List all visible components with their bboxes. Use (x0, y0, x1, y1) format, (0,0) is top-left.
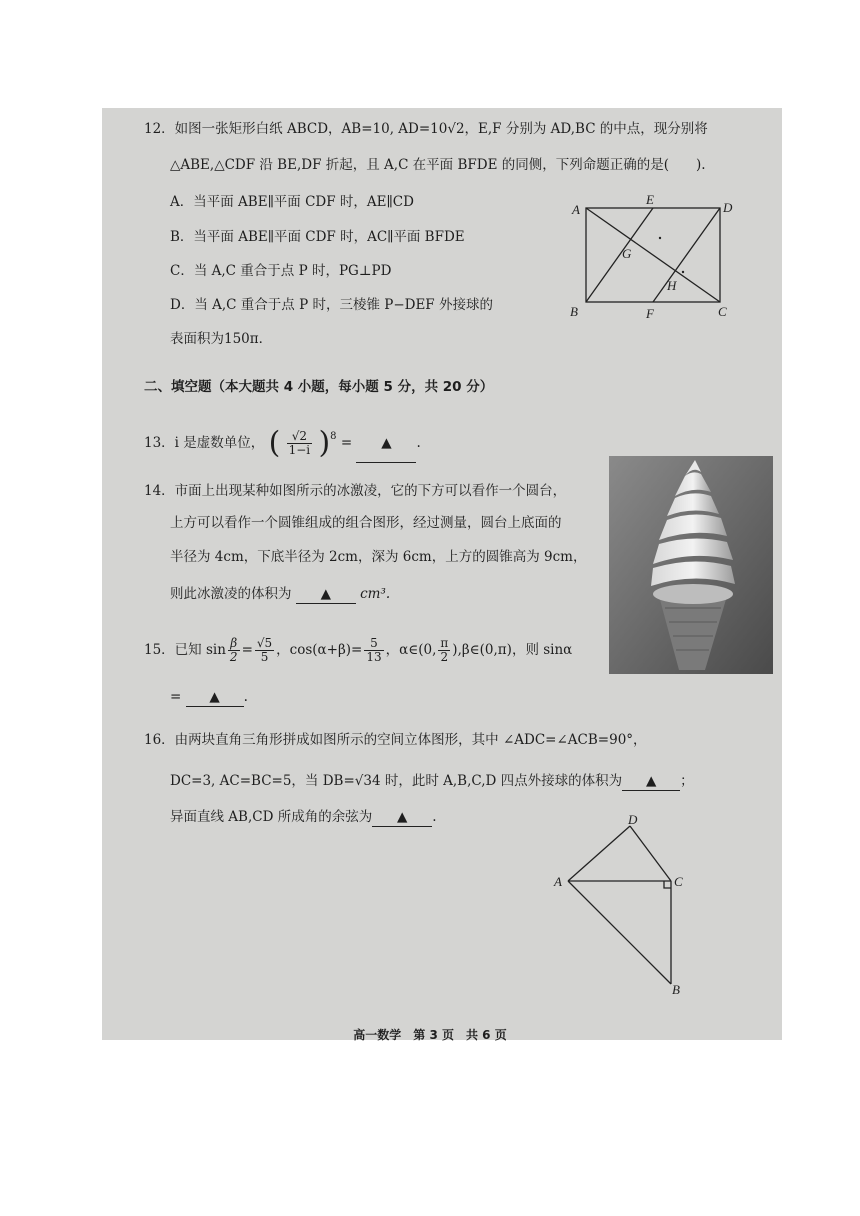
fig12-label-a: A (572, 202, 580, 217)
q13 (144, 424, 421, 462)
q15-fraction-sqrt5 (255, 637, 274, 664)
q15-line2 (170, 688, 248, 707)
q16-line1: 16．由两块直角三角形拼成如图所示的空间立体图形，其中 ∠ADC=∠ACB=90°， (144, 732, 647, 748)
q13-right-paren: ) (318, 425, 331, 461)
q15-fraction-pi-2 (438, 637, 450, 664)
ice-cream-photo (609, 456, 773, 674)
q15-f2-num: √5 (256, 636, 273, 650)
q15-f1-den: 2 (229, 650, 238, 664)
page-footer: 高一数学 第 3 页 共 6 页 (353, 1028, 507, 1042)
q15-f4-num: π (440, 636, 449, 650)
q15-line2-eq: = (170, 689, 182, 705)
q12-option-b: B．当平面 ABE∥平面 CDF 时，AC∥平面 BFDE (170, 229, 465, 245)
q12-line1: 12．如图一张矩形白纸 ABCD，AB=10, AD=10√2，E,F 分别为 AD,BC 的中点，现分别将 (144, 121, 708, 137)
fig12-label-g: G (622, 246, 632, 261)
q12-option-d: D．当 A,C 重合于点 P 时，三棱锥 P−DEF 外接球的 (170, 297, 493, 313)
fig12-label-b: B (570, 304, 578, 319)
q12-option-a: A．当平面 ABE∥平面 CDF 时，AE∥CD (170, 194, 414, 210)
q16-line2-text: DC=3, AC=BC=5，当 DB=√34 时，此时 A,B,C,D 四点外接球的体积为 (170, 773, 623, 789)
q12-option-d-cont: 表面积为150π． (170, 331, 273, 347)
q16-line2 (170, 772, 694, 791)
q15-fraction-5-13 (364, 637, 383, 664)
q15-f3-den: 13 (366, 650, 382, 664)
q16-line2-end: ； (680, 773, 694, 789)
fig16-label-b: B (672, 982, 680, 997)
q13-end: . (416, 435, 421, 451)
q12-rectangle-figure (560, 192, 760, 324)
fig12-label-h: H (667, 278, 677, 293)
q14-unit: cm³. (360, 586, 391, 602)
q13-left-paren: ( (268, 425, 281, 461)
q16-tetrahedron-figure (548, 810, 698, 1000)
fig16-label-d: D (628, 812, 638, 827)
fig16-label-a: A (554, 874, 562, 889)
q15-f1-num: β (228, 637, 240, 651)
q15-end: . (243, 689, 248, 705)
q13-denominator: 1−i (288, 443, 311, 457)
q16-line3 (170, 808, 437, 827)
q14-answer-blank: ▲ (296, 585, 356, 604)
fig12-label-c: C (718, 304, 727, 319)
q15-line1 (144, 630, 572, 670)
q15-f4-den: 2 (440, 650, 449, 664)
q12-option-c: C．当 A,C 重合于点 P 时，PG⊥PD (170, 263, 392, 279)
q14-line4-text: 则此冰激凌的体积为 (170, 586, 292, 602)
q15-f3-num: 5 (364, 637, 383, 651)
q14-line1: 14．市面上出现某种如图所示的冰激凌，它的下方可以看作一个圆台， (144, 483, 567, 499)
q13-answer-blank: ▲ (356, 424, 416, 463)
fig12-label-d: D (723, 200, 733, 215)
section-2-heading: 二、填空题（本大题共 4 小题，每小题 5 分，共 20 分） (144, 379, 494, 395)
q15-cond2: ),β∈(0,π)，则 sinα (452, 642, 573, 658)
q16-answer-blank-1: ▲ (622, 772, 680, 791)
fig16-label-c: C (674, 874, 683, 889)
fig12-label-e: E (646, 192, 654, 207)
q16-line3-end: . (432, 809, 437, 825)
q15-fraction-beta (228, 637, 240, 664)
q14-line2: 上方可以看作一个圆锥组成的组合图形，经过测量，圆台上底面的 (170, 515, 562, 531)
q15-f2-den: 5 (260, 650, 269, 664)
q13-fraction (287, 430, 313, 457)
q13-equals: = (340, 435, 353, 451)
q15-cond: ，α∈(0, (385, 642, 437, 658)
q13-prefix: 13．i 是虚数单位， (144, 435, 265, 451)
fig12-label-f: F (646, 306, 654, 321)
q15-mid: ，cos(α+β)= (276, 642, 363, 658)
q16-line3-text: 异面直线 AB,CD 所成角的余弦为 (170, 809, 373, 825)
q15-answer-blank: ▲ (186, 688, 244, 707)
q13-numerator: √2 (287, 430, 313, 444)
q15-eq1: = (241, 642, 253, 658)
q15-prefix: 15．已知 sin (144, 642, 226, 658)
q14-line4 (170, 585, 390, 604)
q16-answer-blank-2: ▲ (372, 808, 432, 827)
q12-line2: △ABE,△CDF 沿 BE,DF 折起，且 A,C 在平面 BFDE 的同侧，下列命题正确的是( ). (170, 157, 706, 173)
q13-exponent: 8 (330, 431, 337, 442)
q14-line3: 半径为 4cm，下底半径为 2cm，深为 6cm，上方的圆锥高为 9cm， (170, 549, 587, 565)
